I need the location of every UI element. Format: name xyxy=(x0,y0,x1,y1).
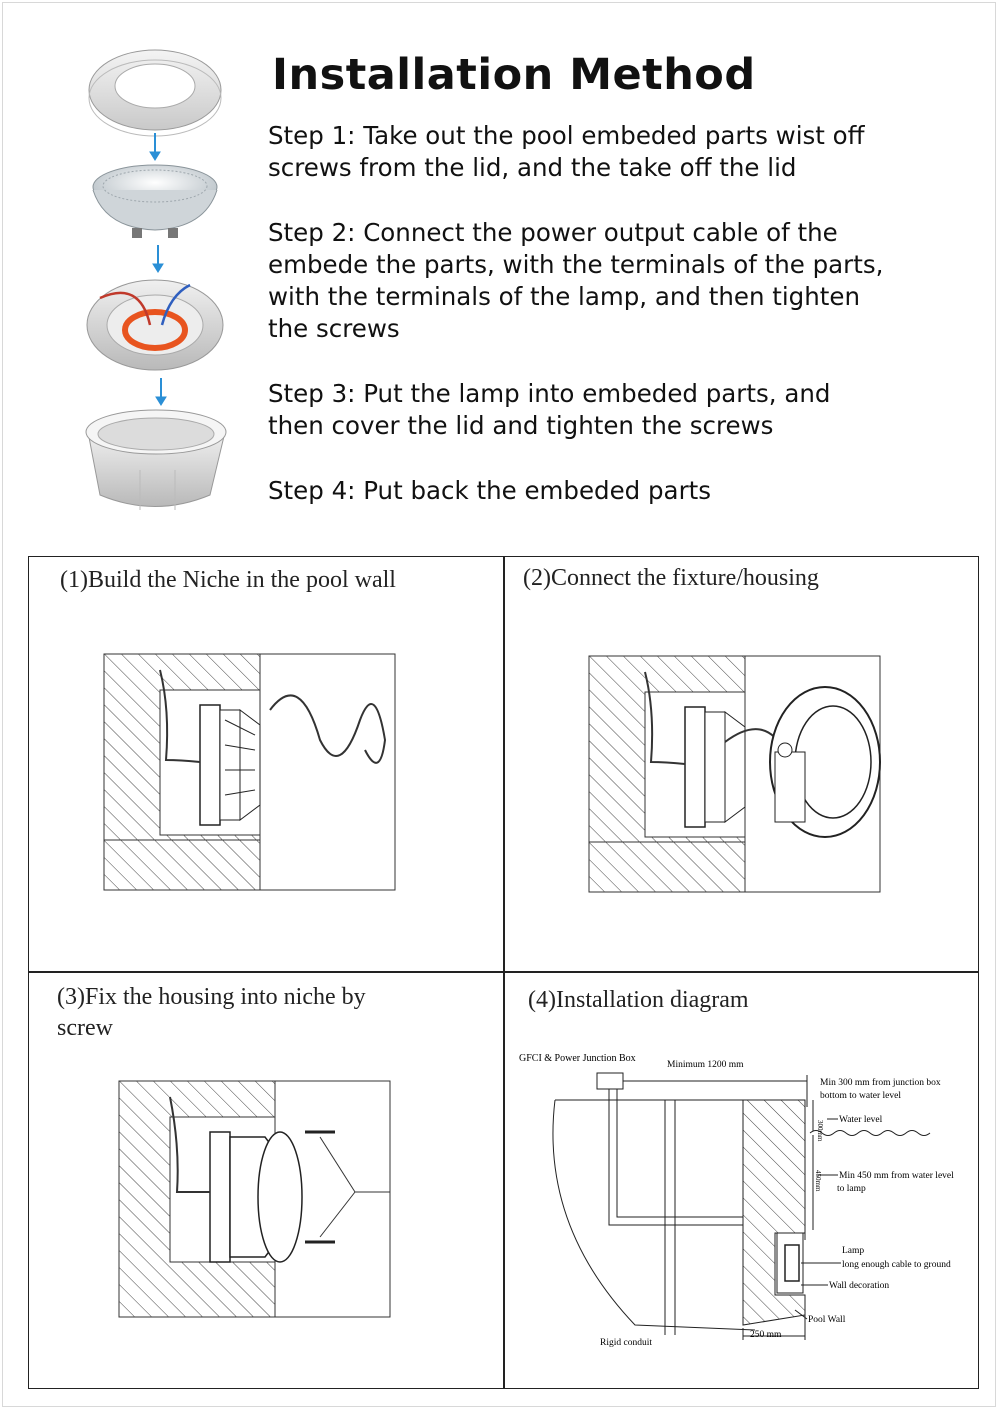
step-4: Step 4: Put back the embeded parts xyxy=(268,476,712,505)
arrow-down-icon xyxy=(153,245,163,272)
connect-fixture-drawing xyxy=(585,652,885,897)
cable-label: long enough cable to ground xyxy=(842,1260,951,1270)
arrow-down-icon xyxy=(156,378,166,405)
panel-2-label: (2)Connect the fixture/housing xyxy=(523,565,819,591)
niche-with-wires-photo xyxy=(87,280,223,370)
lamp-label: Lamp xyxy=(842,1246,865,1256)
minimum-distance-label: Minimum 1200 mm xyxy=(667,1060,744,1070)
water-level-label: Water level xyxy=(839,1115,883,1125)
fix-housing-drawing xyxy=(115,1077,395,1322)
junction-box-label: GFCI & Power Junction Box xyxy=(519,1053,636,1064)
junction-box xyxy=(597,1073,623,1089)
panel-4-label: (4)Installation diagram xyxy=(528,987,749,1013)
dim-250-label: 250 mm xyxy=(750,1330,782,1340)
lamp-icon xyxy=(785,1245,799,1281)
lid-ring-photo xyxy=(89,50,221,136)
panel-1-label: (1)Build the Niche in the pool wall xyxy=(60,567,396,593)
installation-diagram xyxy=(505,1045,975,1365)
min-300-label: Min 300 mm from junction box xyxy=(820,1078,941,1088)
panel-3-label: (3)Fix the housing into niche by screw xyxy=(57,984,366,1041)
rigid-conduit-label: Rigid conduit xyxy=(600,1338,652,1348)
dim-450-vertical: 450mm xyxy=(814,1170,822,1192)
wall-decoration-label: Wall decoration xyxy=(829,1281,890,1291)
min-450-label: Min 450 mm from water level xyxy=(839,1171,954,1181)
lamp-photo xyxy=(93,165,217,238)
housing-bowl-photo xyxy=(86,410,226,510)
arrow-down-icon xyxy=(150,133,160,160)
step-1: Step 1: Take out the pool embeded parts wist off screws from the lid, and the take off the lid xyxy=(268,121,865,182)
step-2: Step 2: Connect the power output cable of the embede the parts, with the terminals of the parts, with the terminals of the lamp, and then tighten the screws xyxy=(268,218,884,343)
min-450-label-2: to lamp xyxy=(837,1184,866,1194)
niche-drawing xyxy=(100,650,400,895)
grid-divider-horizontal xyxy=(29,971,978,973)
min-300-label-2: bottom to water level xyxy=(820,1091,901,1101)
product-photos xyxy=(70,40,260,540)
dim-300-vertical: 300mm xyxy=(816,1120,824,1142)
pool-wall-label: Pool Wall xyxy=(808,1315,846,1325)
step-3: Step 3: Put the lamp into embeded parts, and then cover the lid and tighten the screws xyxy=(268,379,831,440)
page-title: Installation Method xyxy=(272,50,756,100)
